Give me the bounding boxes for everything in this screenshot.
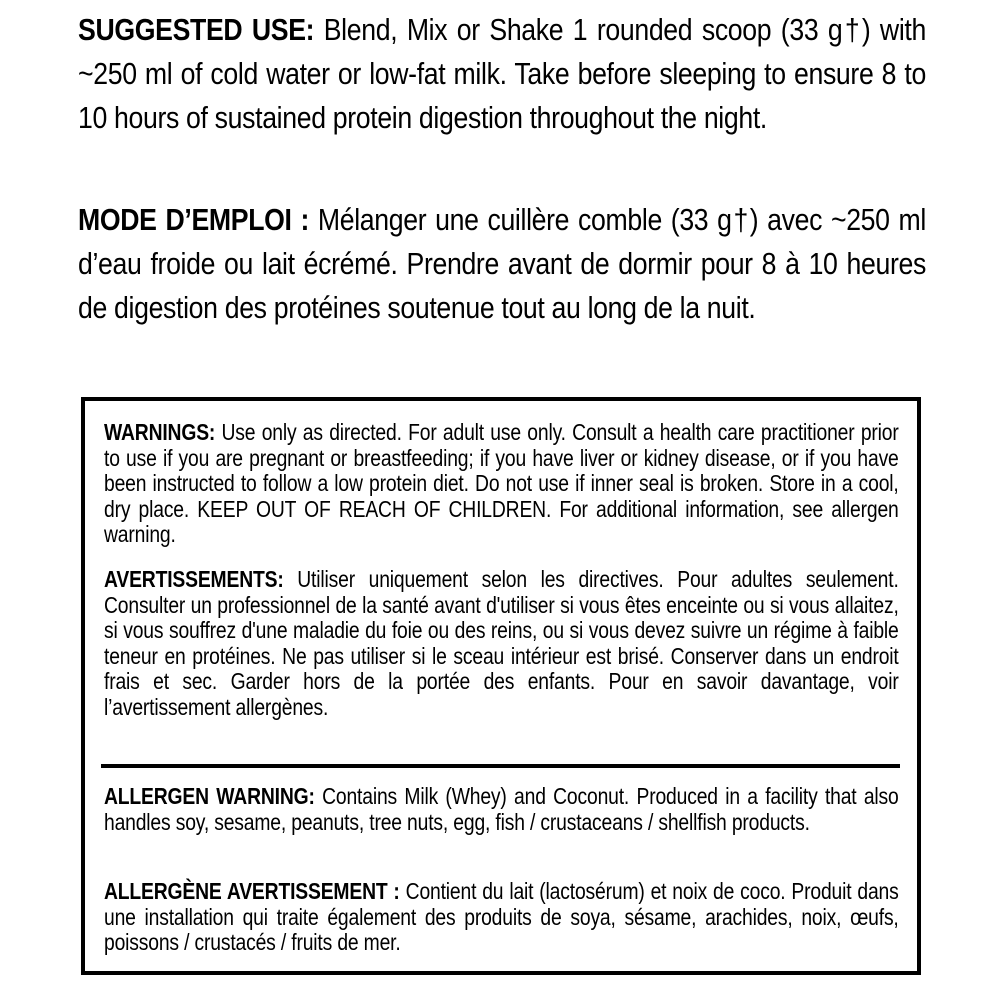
section-divider xyxy=(101,764,900,768)
allergene-avertissement-paragraph xyxy=(104,879,899,956)
warnings-text: Use only as directed. For adult use only. Consult a health care practitioner prior to use if you are pregnant or breastfeeding; if you have liver or kidney disease, or if you have been instructed to follow a low protein diet. Do not use if inner seal is broken. Store in a cool, dry place. KEEP OUT OF REACH OF CHILDREN. For additional information, see allergen warning. xyxy=(104,419,899,548)
suggested-use-label: SUGGESTED USE: xyxy=(78,12,315,47)
suggested-use-paragraph xyxy=(78,8,926,140)
allergene-avertissement-text: Contient du lait (lactosérum) et noix de coco. Produit dans une installation qui traite également des produits de soya, sésame, arachides, noix, œufs, poissons / crustacés / fruits de mer. xyxy=(104,878,899,956)
allergen-warning-paragraph xyxy=(104,784,899,835)
avertissements-label: AVERTISSEMENTS: xyxy=(104,566,284,592)
mode-emploi-label: MODE D’EMPLOI : xyxy=(78,202,310,237)
allergene-avertissement-label: ALLERGÈNE AVERTISSEMENT : xyxy=(104,878,400,904)
mode-emploi-text: Mélanger une cuillère comble (33 g†) avec ~250 ml d’eau froide ou lait écrémé. Prendre avant de dormir pour 8 à 10 heures de digestion des protéines soutenue tout au long de la nuit. xyxy=(78,202,926,325)
avertissements-text: Utiliser uniquement selon les directives. Pour adultes seulement. Consulter un professionnel de la santé avant d'utiliser si vous êtes enceinte ou si vous allaitez, si vous souffrez d'une maladie du foie ou des reins, ou si vous devez suivre un régime à faible teneur en protéines. Ne pas utiliser si le sceau intérieur est brisé. Conserver dans un endroit frais et sec. Garder hors de la portée des enfants. Pour en savoir davantage, voir l’avertissement allergènes. xyxy=(104,566,899,720)
suggested-use-text: Blend, Mix or Shake 1 rounded scoop (33 g†) with ~250 ml of cold water or low-fat milk. Take before sleeping to ensure 8 to 10 hours of sustained protein digestion throughout the night. xyxy=(78,12,926,135)
warnings-label: WARNINGS: xyxy=(104,419,216,445)
allergen-warning-label: ALLERGEN WARNING: xyxy=(104,783,315,809)
mode-emploi-paragraph xyxy=(78,198,926,330)
avertissements-paragraph xyxy=(104,567,899,721)
warnings-paragraph xyxy=(104,420,899,548)
allergen-warning-text: Contains Milk (Whey) and Coconut. Produced in a facility that also handles soy, sesame, peanuts, tree nuts, egg, fish / crustaceans / shellfish products. xyxy=(104,783,899,835)
